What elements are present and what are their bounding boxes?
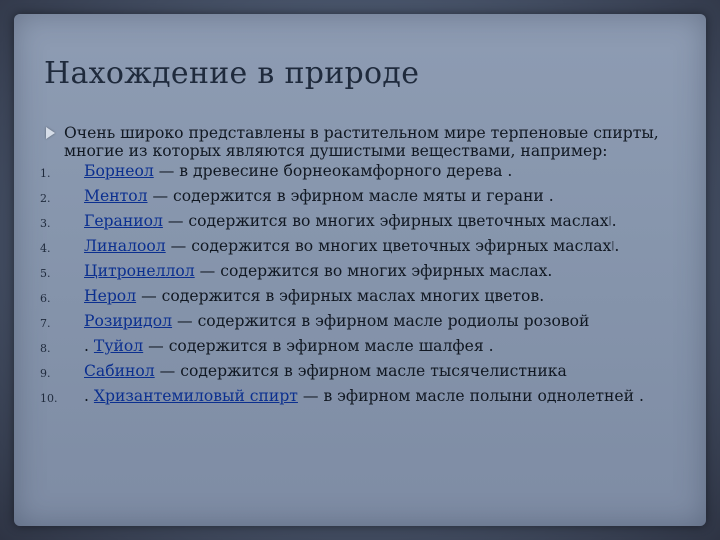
- list-item-number: 10.: [40, 392, 58, 405]
- compound-link[interactable]: Розиридол: [84, 312, 173, 330]
- intro-paragraph: [40, 124, 680, 160]
- list-item-description: — в эфирном масле полыни однолетней .: [297, 387, 644, 405]
- footnote-mark: |: [608, 216, 612, 226]
- list-item-tail: .: [611, 212, 617, 230]
- compound-link[interactable]: Линалоол: [84, 237, 166, 255]
- list-item: [40, 187, 680, 205]
- list-item-number: 2.: [40, 192, 51, 205]
- list-item-description: — содержится во многих эфирных цветочных маслах: [162, 212, 609, 230]
- list-item-tail: .: [614, 237, 620, 255]
- list-item-description: — в древесине борнеокамфорного дерева .: [153, 162, 513, 180]
- list-item-number: 1.: [40, 167, 51, 180]
- list-item: [40, 262, 680, 280]
- list-item-description: — содержится в эфирном масле родиолы розовой: [172, 312, 590, 330]
- slide-title: Нахождение в природе: [44, 56, 420, 91]
- list-item: [40, 212, 680, 230]
- list-item: [40, 287, 680, 305]
- list-item: [40, 387, 680, 405]
- compound-link[interactable]: Нерол: [84, 287, 137, 305]
- list-item: [40, 237, 680, 255]
- list-item-description: — содержится в эфирных маслах многих цветов.: [136, 287, 545, 305]
- list-item-description: — содержится в эфирном масле тысячелистника: [154, 362, 567, 380]
- compound-link[interactable]: Ментол: [84, 187, 148, 205]
- list-item: [40, 162, 680, 180]
- list-item: [40, 312, 680, 330]
- compound-link[interactable]: Борнеол: [84, 162, 154, 180]
- compound-link[interactable]: Гераниол: [84, 212, 163, 230]
- footnote-mark: |: [611, 241, 615, 251]
- list-item-number: 9.: [40, 367, 51, 380]
- list-item-number: 4.: [40, 242, 51, 255]
- slide-content: [40, 124, 680, 412]
- terpene-alcohol-list: [40, 162, 680, 405]
- compound-link[interactable]: Цитронеллол: [84, 262, 195, 280]
- bullet-arrow-icon: [46, 127, 55, 139]
- list-item-prefix: .: [84, 337, 94, 355]
- list-item-number: 3.: [40, 217, 51, 230]
- compound-link[interactable]: Сабинол: [84, 362, 155, 380]
- list-item-description: — содержится во многих цветочных эфирных маслах: [165, 237, 612, 255]
- intro-text: Очень широко представлены в растительном мире терпеновые спирты, многие из которых являются душистыми веществами, например:: [64, 124, 659, 160]
- list-item-prefix: .: [84, 387, 94, 405]
- list-item-number: 7.: [40, 317, 51, 330]
- list-item-description: — содержится в эфирном масле шалфея .: [143, 337, 494, 355]
- list-item-number: 5.: [40, 267, 51, 280]
- list-item-description: — содержится в эфирном масле мяты и герани .: [147, 187, 554, 205]
- list-item: [40, 337, 680, 355]
- list-item-number: 8.: [40, 342, 51, 355]
- list-item: [40, 362, 680, 380]
- compound-link[interactable]: Хризантемиловый спирт: [93, 387, 298, 405]
- list-item-description: — содержится во многих эфирных маслах.: [194, 262, 553, 280]
- compound-link[interactable]: Туйол: [93, 337, 144, 355]
- list-item-number: 6.: [40, 292, 51, 305]
